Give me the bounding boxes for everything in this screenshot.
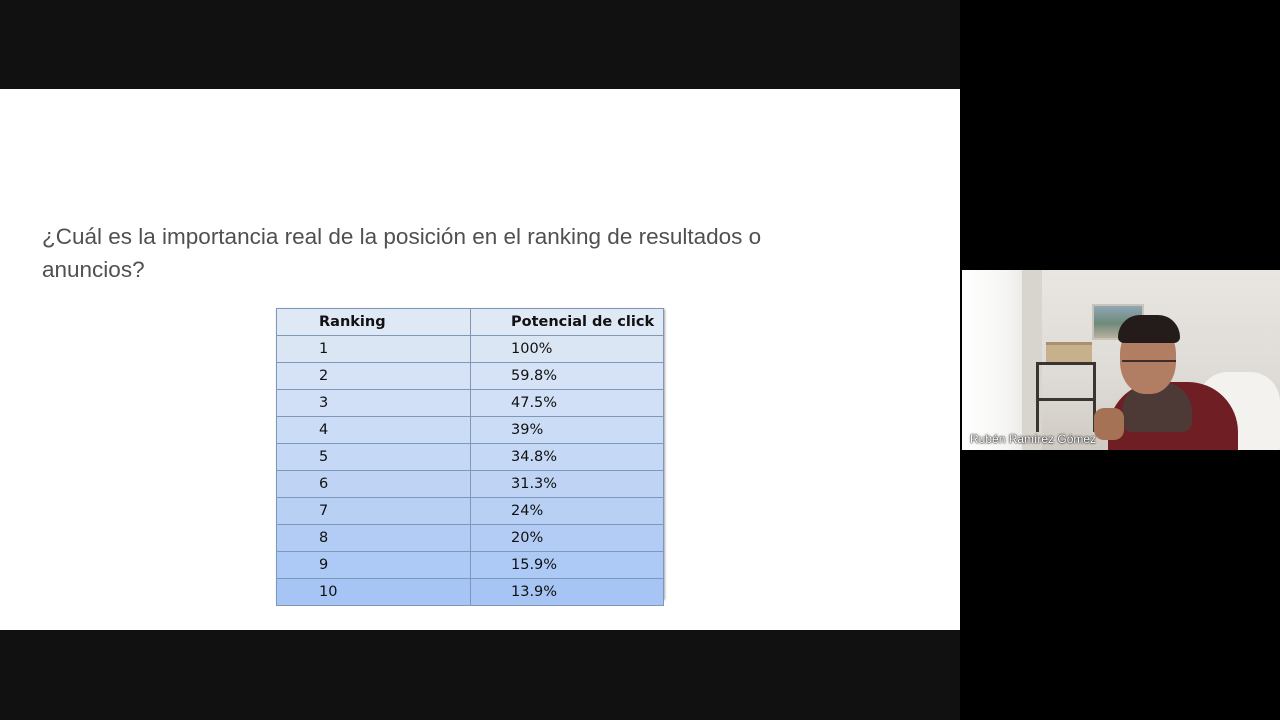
rank-cell: 2 [277,363,471,390]
click-potential-cell: 59.8% [471,363,664,390]
table-row [277,417,664,444]
rank-cell: 1 [277,336,471,363]
click-potential-cell: 47.5% [471,390,664,417]
rank-cell: 6 [277,471,471,498]
table-row [277,579,664,606]
table-row [277,363,664,390]
table-header-row [277,309,664,336]
presentation-slide [0,89,960,630]
click-potential-cell: 24% [471,498,664,525]
rank-cell: 3 [277,390,471,417]
rank-cell: 7 [277,498,471,525]
video-person-glasses [1122,360,1176,372]
ranking-table [276,308,664,606]
click-potential-cell: 34.8% [471,444,664,471]
table-row [277,525,664,552]
video-person-hand [1094,408,1124,440]
rank-cell: 9 [277,552,471,579]
rank-cell: 10 [277,579,471,606]
table-row [277,390,664,417]
table-row [277,336,664,363]
slide-question: ¿Cuál es la importancia real de la posición en el ranking de resultados o anuncios? [42,224,762,282]
header-ranking: Ranking [277,309,471,336]
rank-cell: 8 [277,525,471,552]
click-potential-cell: 13.9% [471,579,664,606]
click-potential-cell: 100% [471,336,664,363]
table-row [277,471,664,498]
table-row [277,552,664,579]
table-row [277,444,664,471]
header-click-potential: Potencial de click [471,309,664,336]
video-shelf [1036,362,1096,432]
rank-cell: 5 [277,444,471,471]
participant-video-tile[interactable] [962,270,1280,450]
ranking-table-image [276,308,664,599]
click-potential-cell: 15.9% [471,552,664,579]
participant-name-label: Rubén Ramírez Gómez [970,432,1097,446]
click-potential-cell: 31.3% [471,471,664,498]
table-row [277,498,664,525]
click-potential-cell: 20% [471,525,664,552]
video-person-hair [1118,315,1180,343]
click-potential-cell: 39% [471,417,664,444]
rank-cell: 4 [277,417,471,444]
